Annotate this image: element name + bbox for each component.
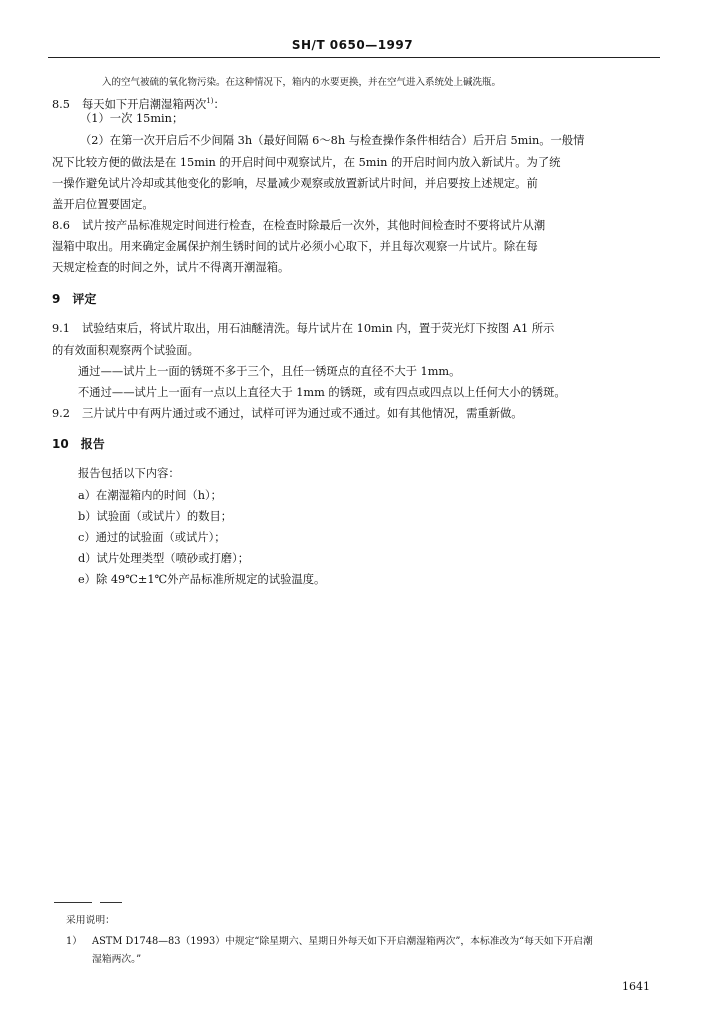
clause-8-5-item-2-line-3: 一操作避免试片冷却或其他变化的影响，尽量减少观察或放置新试片时间，并启要按上述规定。前 <box>52 177 538 190</box>
clause-8-6-line-3: 天规定检查的时间之外，试片不得离开潮湿箱。 <box>52 261 290 274</box>
footnote-ref: 1) <box>206 97 214 105</box>
footnote-label: 采用说明： <box>66 915 115 926</box>
report-item-b: b）试验面（或试片）的数目； <box>78 510 233 523</box>
footnote-rule-short <box>100 902 122 903</box>
clause-number: 9.2 <box>52 407 70 420</box>
criterion-fail: 不通过——试片上一面有一点以上直径大于 1mm 的锈斑，或有四点或四点以上任何大小的锈斑。 <box>78 386 566 399</box>
footnote-ref-number: 1） <box>66 936 83 947</box>
clause-text: 试片按产品标准规定时间进行检查，在检查时除最后一次外，其他时间检查时不要将试片从潮 <box>81 219 546 232</box>
clause-8-6-line-2: 湿箱中取出。用来确定金属保护剂生锈时间的试片必须小心取下，并且每次观察一片试片。除在每 <box>52 240 538 253</box>
page-number: 1641 <box>622 980 650 993</box>
clause-number: 9.1 <box>52 322 70 335</box>
clause-text-end: ： <box>213 97 225 111</box>
header-rule <box>48 57 660 58</box>
section-number: 10 <box>52 437 69 451</box>
clause-9-1-line-2: 的有效面积观察两个试验面。 <box>52 344 199 357</box>
report-item-d: d）试片处理类型（喷砂或打磨）； <box>78 552 250 565</box>
clause-8-5-item-2-line-1: （2）在第一次开启后不少间隔 3h（最好间隔 6～8h 与检查操作条件相结合）后开启 5min。一般情 <box>80 134 585 147</box>
clause-number: 8.5 <box>52 97 70 111</box>
clause-9-2 <box>52 407 672 421</box>
report-intro: 报告包括以下内容： <box>78 467 180 480</box>
clause-number: 8.6 <box>52 219 70 232</box>
clause-8-5-item-2-line-4: 盖开启位置要固定。 <box>52 198 154 211</box>
clause-9-1-line-1 <box>52 322 672 336</box>
section-number: 9 <box>52 292 61 306</box>
report-item-c: c）通过的试验面（或试片）； <box>78 531 226 544</box>
footnote-line-2: 湿箱两次。” <box>92 954 142 965</box>
report-item-e: e）除 49℃±1℃外产品标准所规定的试验温度。 <box>78 573 326 586</box>
section-10-heading <box>52 437 672 451</box>
clause-text: 每天如下开启潮湿箱两次 <box>81 97 207 111</box>
footnote-rule <box>54 902 92 903</box>
report-item-a: a）在潮湿箱内的时间（h）； <box>78 489 222 502</box>
footnote-text: ASTM D1748—83（1993）中规定“除星期六、星期日外每天如下开启潮湿箱两次”，本标准改为“每天如下开启潮 <box>92 936 593 947</box>
clause-8-5 <box>52 94 672 112</box>
clause-8-5-item-1: （1）一次 15min； <box>80 112 184 125</box>
clause-8-5-item-2-line-2: 况下比较方便的做法是在 15min 的开启时间中观察试片，在 5min 的开启时间内放入新试片。为了统 <box>52 156 561 169</box>
section-title: 评定 <box>72 292 97 306</box>
clause-text: 三片试片中有两片通过或不通过，试样可评为通过或不通过。如有其他情况，需重新做。 <box>81 407 523 420</box>
clause-text: 试验结束后，将试片取出，用石油醚清洗。每片试片在 10min 内，置于荧光灯下按图 A1 所示 <box>81 322 555 335</box>
clause-8-6-line-1 <box>52 219 672 233</box>
standard-code-header: SH/T 0650—1997 <box>291 38 414 52</box>
footnote-line-1 <box>66 935 686 949</box>
carry-over-line: 入的空气被硫的氧化物污染。在这种情况下，箱内的水要更换，并在空气进入系统处上碱洗瓶。 <box>102 77 502 88</box>
section-9-heading <box>52 292 672 306</box>
section-title: 报告 <box>80 437 105 451</box>
criterion-pass: 通过——试片上一面的锈斑不多于三个，且任一锈斑点的直径不大于 1mm。 <box>78 365 461 378</box>
